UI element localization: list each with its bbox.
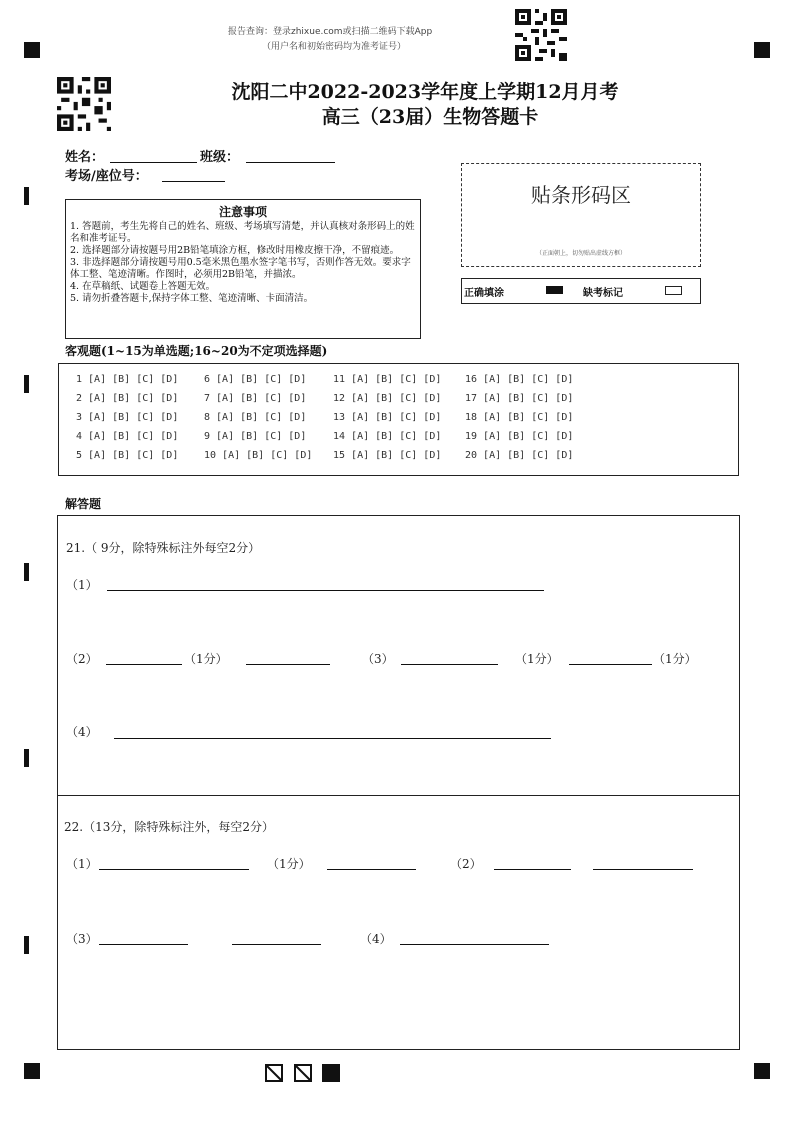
q21-part2-line1[interactable] [106, 664, 182, 665]
absent-mark-label: 缺考标记 [583, 288, 623, 299]
notice-title: 注意事项 [218, 205, 267, 219]
correct-fill-label: 正确填涂 [464, 288, 504, 299]
registration-mark-bottom-left [24, 1063, 40, 1079]
objective-question-row[interactable]: 6 [A] [B] [C] [D] [204, 374, 307, 385]
q21-part3-score1: （1分） [515, 652, 559, 666]
objective-question-row[interactable]: 5 [A] [B] [C] [D] [76, 450, 179, 461]
q21-part3-line1[interactable] [401, 664, 498, 665]
q21-title: 21.（ 9分，除特殊标注外每空2分） [66, 541, 261, 555]
objective-question-row[interactable]: 14 [A] [B] [C] [D] [333, 431, 442, 442]
objective-question-row[interactable]: 18 [A] [B] [C] [D] [465, 412, 574, 423]
class-field[interactable] [246, 162, 335, 163]
q22-part1-line2[interactable] [327, 869, 416, 870]
objective-question-row[interactable]: 19 [A] [B] [C] [D] [465, 431, 574, 442]
barcode-area-title: 贴条形码区 [531, 183, 631, 207]
page-id-mark-slashed [294, 1064, 312, 1082]
q21-part3-score2: （1分） [653, 652, 697, 666]
registration-mark-top-right [754, 42, 770, 58]
objective-question-row[interactable]: 3 [A] [B] [C] [D] [76, 412, 179, 423]
notice-box [65, 199, 421, 339]
credentials-note: （用户名和初始密码均为准考证号） [262, 42, 407, 52]
q22-part1-score: （1分） [267, 857, 311, 871]
barcode-area-note: （正面朝上，切勿贴出虚线方框） [535, 250, 626, 257]
objective-question-row[interactable]: 15 [A] [B] [C] [D] [333, 450, 442, 461]
objective-question-row[interactable]: 16 [A] [B] [C] [D] [465, 374, 574, 385]
q22-part4-line[interactable] [400, 944, 549, 945]
registration-mark-top-left [24, 42, 40, 58]
q21-answer-box [57, 515, 740, 796]
q22-part3-line1[interactable] [99, 944, 188, 945]
notice-item: 5. 请勿折叠答题卡,保持字体工整、笔迹清晰、卡面清洁。 [70, 293, 314, 304]
objective-question-row[interactable]: 1 [A] [B] [C] [D] [76, 374, 179, 385]
name-field[interactable] [110, 162, 197, 163]
objective-question-row[interactable]: 2 [A] [B] [C] [D] [76, 393, 179, 404]
q21-part1-label: （1） [66, 578, 98, 592]
report-query-text: 报告查询：登录zhixue.com或扫描二维码下载App [228, 27, 433, 37]
page-id-mark-slashed [265, 1064, 283, 1082]
download-app-qr-code [515, 9, 567, 61]
q22-part4-label: （4） [360, 932, 392, 946]
timing-mark [24, 936, 29, 954]
seat-field[interactable] [162, 181, 225, 182]
objective-question-row[interactable]: 10 [A] [B] [C] [D] [204, 450, 313, 461]
q22-title: 22.（13分，除特殊标注外，每空2分） [64, 820, 274, 834]
q21-part1-line[interactable] [107, 590, 544, 591]
q22-part3-line2[interactable] [232, 944, 321, 945]
q22-part1-line1[interactable] [99, 869, 249, 870]
q22-part2-line1[interactable] [494, 869, 571, 870]
answers-heading: 解答题 [65, 497, 102, 511]
objective-question-row[interactable]: 8 [A] [B] [C] [D] [204, 412, 307, 423]
timing-mark [24, 749, 29, 767]
objective-question-row[interactable]: 9 [A] [B] [C] [D] [204, 431, 307, 442]
timing-mark [24, 187, 29, 205]
seat-label: 考场/座位号： [65, 169, 148, 184]
q22-part1-label: （1） [66, 857, 98, 871]
q21-part3-label: （3） [362, 652, 394, 666]
notice-item: 2. 选择题部分请按题号用2B铅笔填涂方框，修改时用橡皮擦干净，不留痕迹。 [70, 245, 400, 256]
objective-question-row[interactable]: 13 [A] [B] [C] [D] [333, 412, 442, 423]
objective-question-row[interactable]: 11 [A] [B] [C] [D] [333, 374, 442, 385]
q22-part2-label: （2） [450, 857, 482, 871]
q22-part3-label: （3） [66, 932, 98, 946]
fill-legend [461, 278, 701, 304]
absent-mark-box[interactable] [665, 286, 682, 295]
objective-question-row[interactable]: 20 [A] [B] [C] [D] [465, 450, 574, 461]
name-label: 姓名： [65, 150, 105, 165]
correct-fill-sample [546, 286, 563, 294]
notice-item: 3. 非选择题部分请按题号用0.5毫米黑色墨水签字笔书写，否则作答无效。要求字体工整、笔迹清晰。作图时，必须用2B铅笔，并描浓。 [70, 257, 411, 280]
q21-part3-line2[interactable] [569, 664, 652, 665]
objective-question-row[interactable]: 12 [A] [B] [C] [D] [333, 393, 442, 404]
timing-mark [24, 563, 29, 581]
notice-item: 4. 在草稿纸、试题卷上答题无效。 [70, 281, 216, 292]
objective-question-row[interactable]: 17 [A] [B] [C] [D] [465, 393, 574, 404]
registration-mark-bottom-right [754, 1063, 770, 1079]
q21-part2-score: （1分） [184, 652, 228, 666]
page-id-mark-filled [322, 1064, 340, 1082]
objective-question-row[interactable]: 7 [A] [B] [C] [D] [204, 393, 307, 404]
q21-part4-label: （4） [66, 725, 98, 739]
q22-part2-line2[interactable] [593, 869, 693, 870]
objective-heading: 客观题(1~15为单选题;16~20为不定项选择题) [65, 344, 328, 358]
q21-part4-line[interactable] [114, 738, 551, 739]
exam-subtitle: 高三（23届）生物答题卡 [321, 106, 539, 128]
timing-mark [24, 375, 29, 393]
barcode-area [461, 163, 701, 267]
class-label: 班级： [200, 150, 240, 165]
objective-question-row[interactable]: 4 [A] [B] [C] [D] [76, 431, 179, 442]
q21-part2-line2[interactable] [246, 664, 330, 665]
q21-part2-label: （2） [66, 652, 98, 666]
exam-title: 沈阳二中2022-2023学年度上学期12月月考 [231, 81, 619, 103]
notice-item: 1. 答题前，考生先将自己的姓名、班级、考场填写清楚，并认真核对条形码上的姓名和准考证号。 [70, 221, 415, 244]
